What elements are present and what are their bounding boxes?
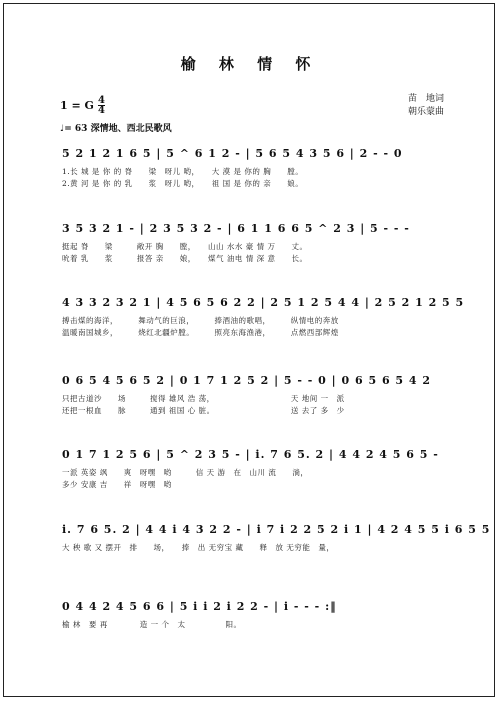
- lyric-line: 只把古道沙 场 搅得 雄风 浩 荡， 天 地间 一 派: [62, 394, 345, 403]
- lyric-line: 吮着 乳 浆 报答 亲 娘， 煤气 油电 情 深 意 长。: [62, 254, 308, 263]
- lyric-line: 2.黄 河 是 你 的 乳 浆 呀儿 哟， 祖 国 是 你的 亲 娘。: [62, 179, 304, 188]
- lyric-line: 1.长 城 是 你 的 脊 梁 呀儿 哟， 大 漠 是 你的 胸 膛。: [62, 167, 304, 176]
- notation-line: 0 6 5 4 5 6 5 2 | 0 1 7 1 2 5 2 | 5 - - 0 | 0 6 5 6 5 4 2: [62, 374, 432, 387]
- time-beats: 4: [97, 95, 105, 106]
- time-unit: 4: [97, 105, 105, 116]
- key-signature: [60, 96, 105, 115]
- lyric-line: 一派 英姿 飒 爽 呀嘿 哟 信 天 游 在 山川 流 淌，: [62, 468, 309, 477]
- lyric-line: 多少 安康 吉 祥 呀嘿 哟: [62, 480, 172, 489]
- notation-line: 0 4 4 2 4 5 6 6 | 5 i i 2 i 2 2 - | i - - - :‖: [62, 600, 337, 613]
- key-label: 1 = G: [60, 99, 94, 112]
- lyric-line: 还把一根血 脉 通到 祖国 心 脏。 送 去了 多 少: [62, 406, 345, 415]
- lyric-line: 大 秧 歌 又 摆开 排 场， 捧 出 无穷宝 藏 释 放 无穷能 量，: [62, 543, 335, 552]
- notation-line: 5 2 1 2 1 6 5 | 5 ^ 6 1 2 - | 5 6 5 4 3 5 6 | 2 - - 0: [62, 147, 403, 160]
- song-title: 榆 林 情 怀: [180, 55, 320, 73]
- notation-line: 4 3 3 2 3 2 1 | 4 5 6 5 6 2 2 | 2 5 1 2 5 4 4 | 2 5 2 1 2 5 5: [62, 296, 465, 309]
- lyric-line: 温暖南国城乡， 烧红北疆炉膛。 照亮东海渔港， 点燃西部辉煌: [62, 328, 339, 337]
- notation-line: i. 7 6 5. 2 | 4 4 i 4 3 2 2 - | i 7 i 2 2 5 2 i 1 | 4 2 4 5 5 i 6 5 5: [62, 523, 491, 536]
- tempo-marking: ♩= 63 深情地、西北民歌风: [60, 124, 172, 134]
- lyric-line: 搏击煤的海洋， 舞动气的巨浪， 捧酒油的歌唱， 纵情电的奔放: [62, 316, 339, 325]
- credits: [408, 93, 444, 119]
- lyric-line: 榆 林 要 再 造 一 个 太 阳。: [62, 620, 242, 629]
- time-signature: [98, 96, 105, 115]
- notation-line: 0 1 7 1 2 5 6 | 5 ^ 2 3 5 - | i. 7 6 5. 2 | 4 4 2 4 5 6 5 -: [62, 448, 439, 461]
- lyric-line: 挺起 脊 梁 敞开 胸 膛， 山山 水水 豪 情 万 丈。: [62, 242, 308, 251]
- composer-credit: 朝乐蒙曲: [408, 107, 445, 117]
- notation-line: 3 5 3 2 1 - | 2 3 5 3 2 - | 6 1 1 6 6 5 ^ 2 3 | 5 - - -: [62, 222, 410, 235]
- lyricist-credit: 苗 地词: [408, 94, 445, 104]
